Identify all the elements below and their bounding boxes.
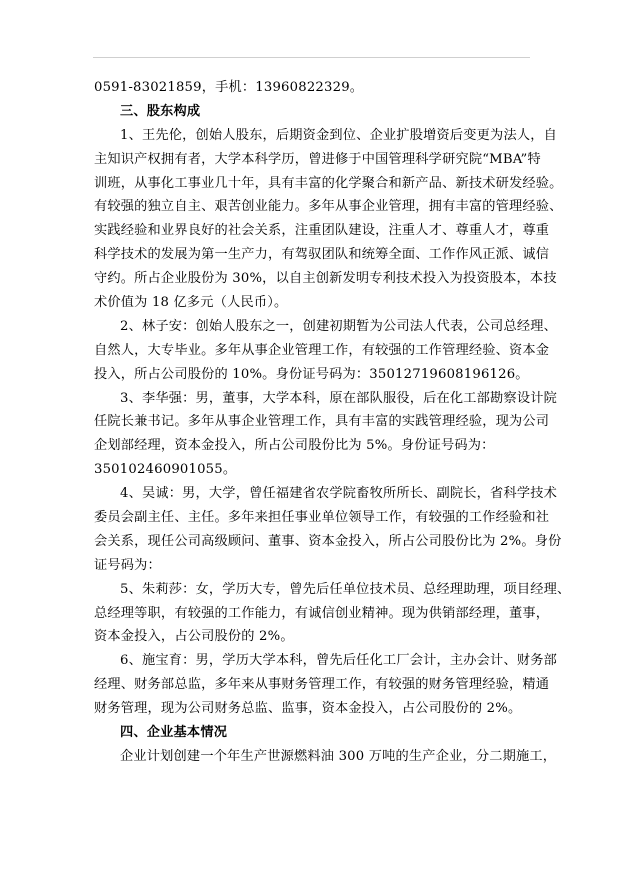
text-line: 自然人，大专毕业。多年从事企业管理工作，有较强的工作管理经验、资本金	[94, 342, 550, 358]
text-line: 2、林子安：创始人股东之一，创建初期暂为公司法人代表，公司总经理、	[120, 318, 557, 334]
text-line: 企划部经理，资本金投入，所占公司股份比为 5%。身份证号码为：	[94, 438, 495, 454]
header-rule	[93, 57, 530, 58]
text-line: 经理、财务部总监，多年来从事财务管理工作，有较强的财务管理经验，精通	[94, 677, 550, 693]
text-line: 3、李华强：男，董事，大学本科，原在部队服役，后在化工部勘察设计院	[120, 390, 557, 406]
text-line: 会关系，现任公司高级顾问、董事、资本金投入，所占公司股份比为 2%。身份	[94, 533, 562, 549]
text-line: 总经理等职，有较强的工作能力，有诚信创业精神。现为供销部经理，董事，	[94, 605, 550, 621]
text-line: 0591-83021859，手机：13960822329。	[94, 80, 364, 95]
text-line: 投入，所占公司股份的 10%。身份证号码为：350127196081961​26。	[94, 366, 529, 382]
text-line: 财务管理，现为公司财务总监、监事，资本金投入，占公司股份的 2%。	[94, 701, 522, 717]
text-line: 350102460901055。	[94, 462, 237, 478]
document-body	[94, 76, 571, 769]
text-line: 训班，从事化工事业几十年，具有丰富的化学聚合和新产品、新技术研发经验。	[94, 175, 563, 191]
text-line: 任院长兼书记。多年从事企业管理工作，具有丰富的实践管理经验，现为公司	[94, 414, 550, 430]
text-line: 企业计划创建一个年生产世源燃料油 300 万吨的生产企业，分二期施工，	[120, 748, 557, 764]
text-line: 有较强的独立自主、艰苦创业能力。多年从事企业管理，拥有丰富的管理经验、	[94, 199, 563, 215]
section-heading: 三、股东构成	[120, 103, 201, 119]
text-line: 委员会副主任、主任。多年来担任事业单位领导工作，有较强的工作经验和社	[94, 510, 550, 526]
text-line: 6、施宝育：男，学历大学本科，曾先后任化工厂会计，主办会计、财务部	[120, 653, 557, 669]
text-line: 5、朱莉莎：女，学历大专，曾先后任单位技术员、总经理助理，项目经理、	[120, 581, 571, 597]
text-line: 主知识产权拥有者，大学本科学历，曾进修于中国管理科学研究院“MBA”特	[94, 151, 541, 167]
text-line: 1、王先伦，创始人股东，后期资金到位、企业扩股增资后变更为法人，自	[120, 127, 557, 143]
text-line: 4、吴诚：男，大学，曾任福建省农学院畜牧所所长、副院长，省科学技术	[120, 486, 557, 502]
text-line: 术价值为 18 亿多元（人民币）。	[94, 295, 288, 311]
text-line: 证号码为：	[94, 557, 161, 573]
text-line: 科学技术的发展为第一生产力，有驾驭团队和统筹全面、工作作风正派、诚信	[94, 247, 550, 263]
text-line: 资本金投入，占公司股份的 2%。	[94, 629, 294, 645]
text-line: 守约。所占企业股份为 30%，以自主创新发明专利技术投入为投资股本，本技	[94, 271, 557, 287]
text-line: 实践经验和业界良好的社会关系，注重团队建设，注重人才、尊重人才，尊重	[94, 223, 550, 239]
section-heading: 四、企业基本情况	[120, 725, 228, 741]
